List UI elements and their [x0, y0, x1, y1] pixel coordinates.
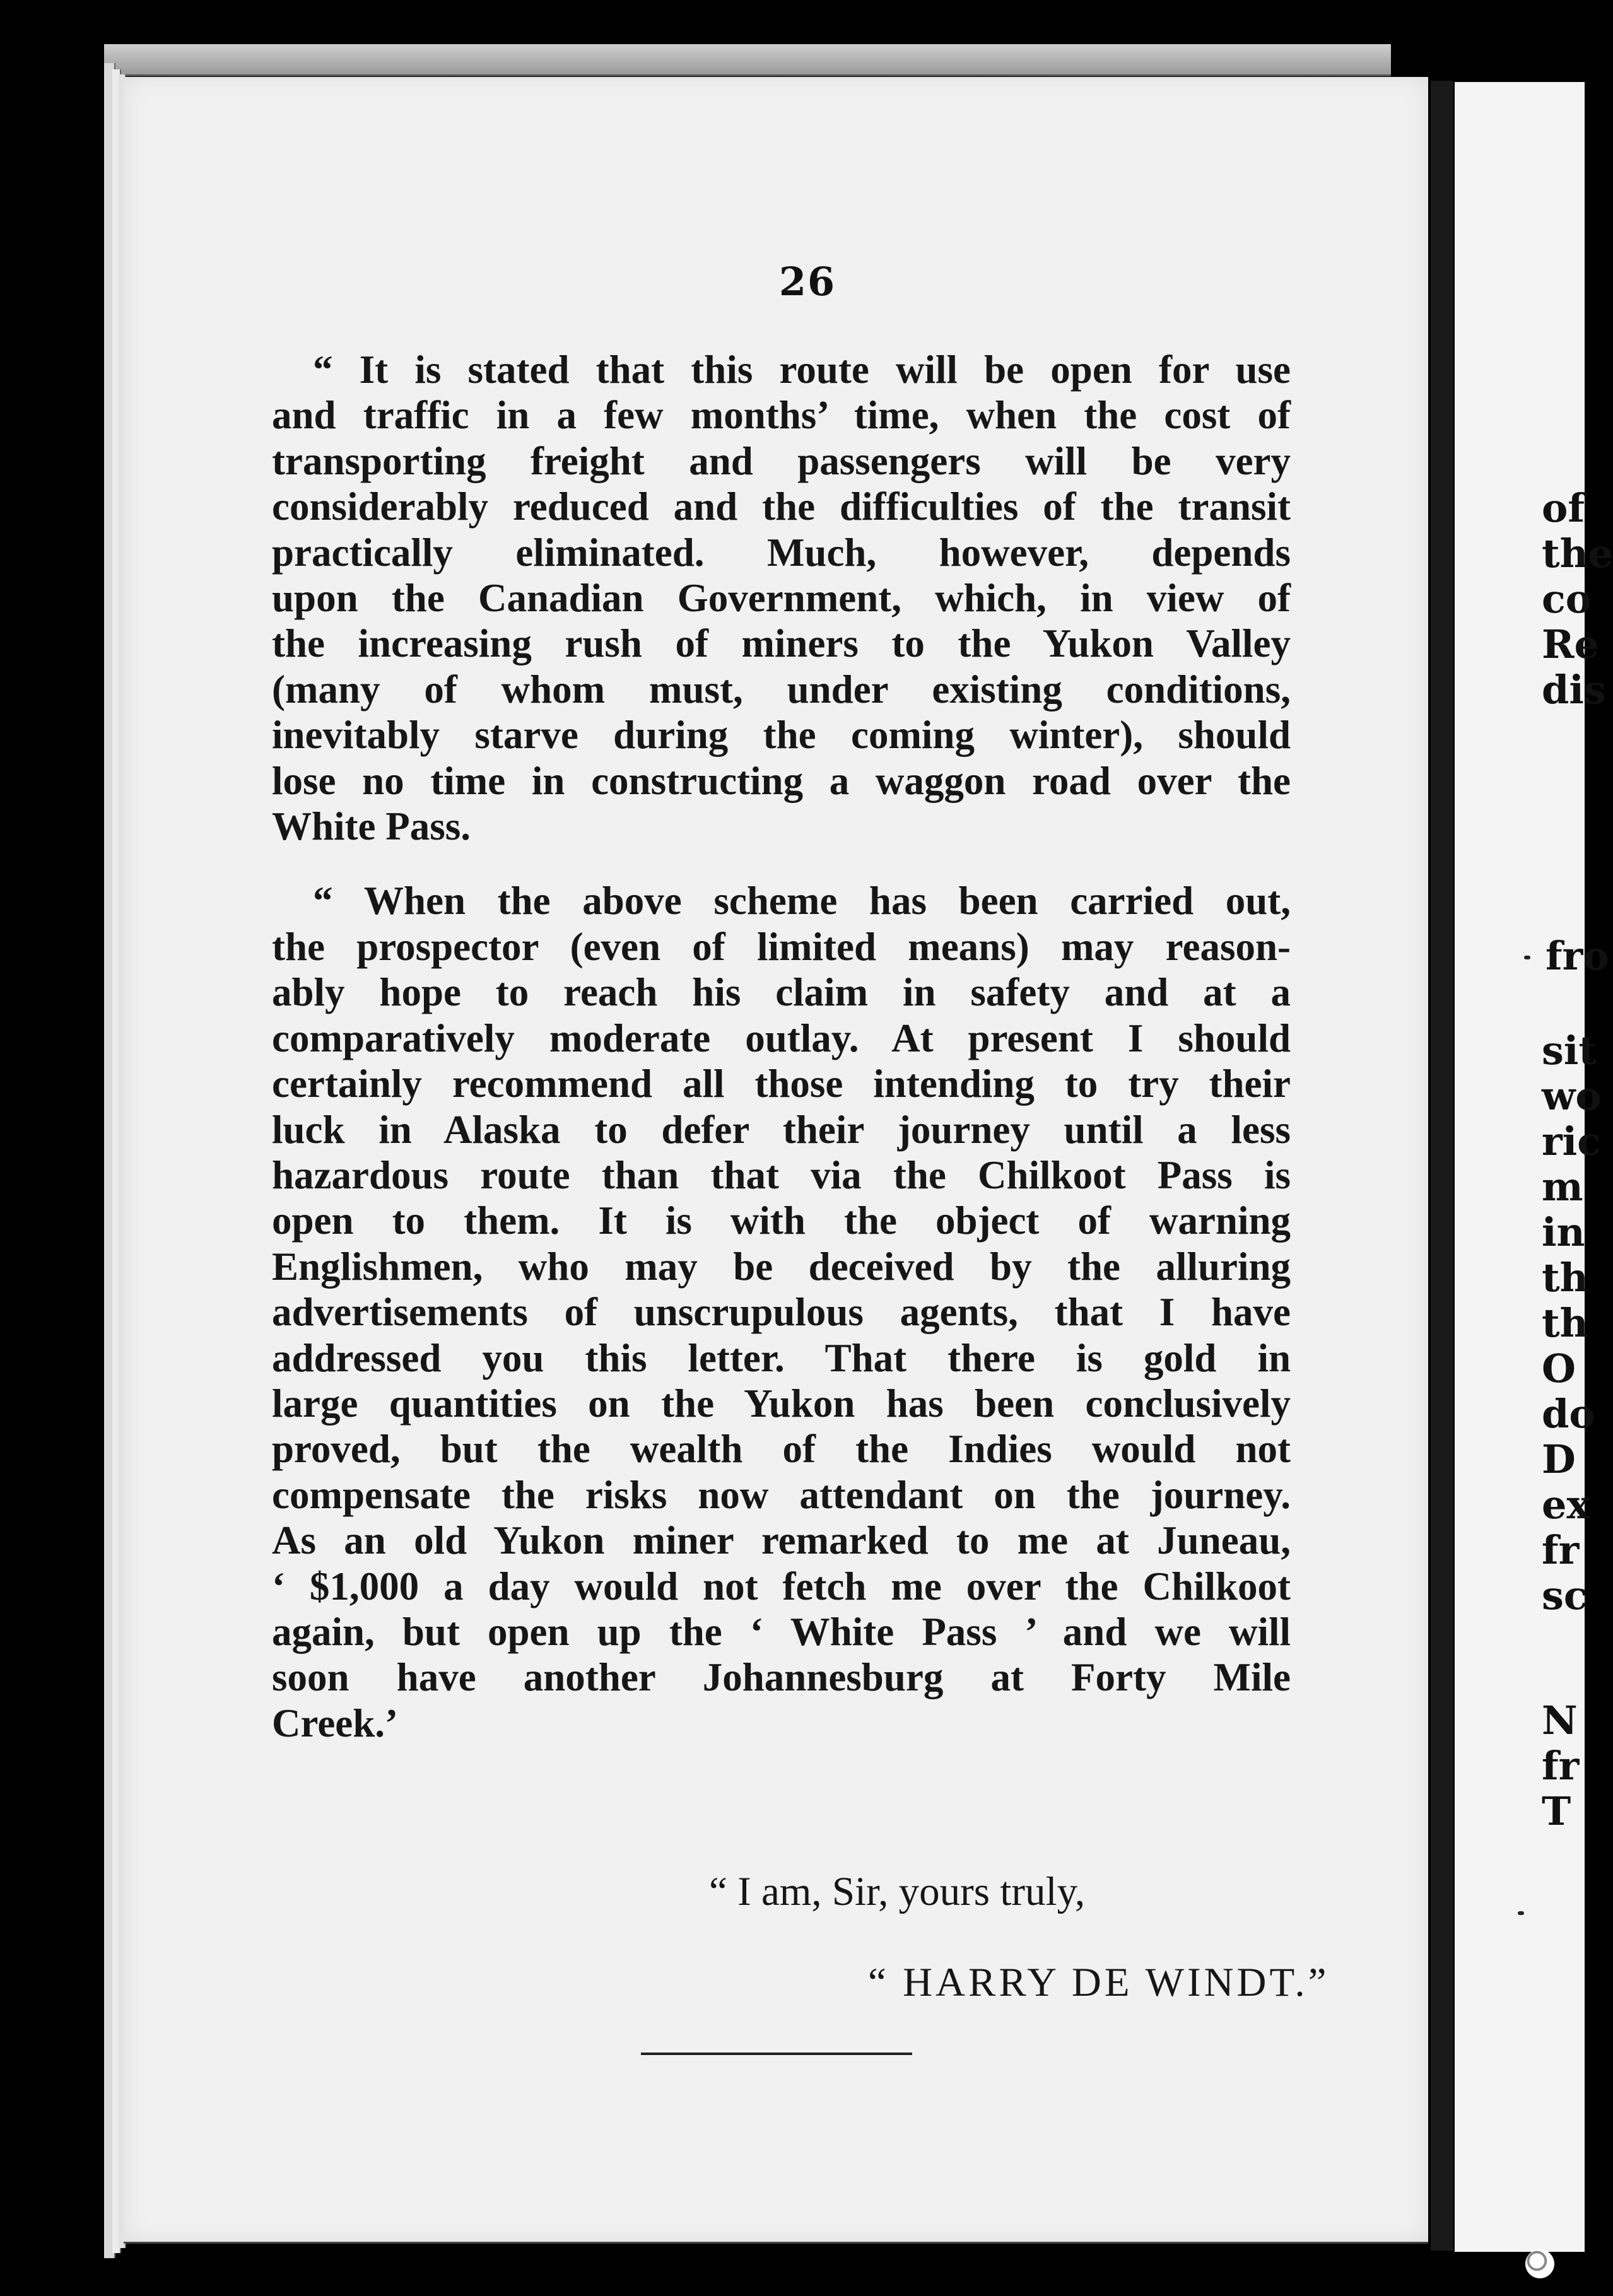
text-line: lose no time in constructing a waggon road over the	[272, 758, 1291, 803]
next-page-fragment: N	[1542, 1697, 1578, 1743]
next-page-fragment: D	[1542, 1436, 1576, 1482]
next-page-fragment: th	[1542, 1255, 1588, 1301]
ink-speck	[1518, 1911, 1524, 1915]
text-line: soon have another Johannesburg at Forty Mile	[272, 1655, 1291, 1700]
text-line: proved, but the wealth of the Indies would not	[272, 1427, 1291, 1472]
next-page-fragment: of	[1542, 485, 1585, 531]
text-line: upon the Canadian Government, which, in view of	[272, 576, 1291, 621]
text-line: transporting freight and passengers will be very	[272, 438, 1291, 483]
paragraph-1	[272, 347, 1291, 849]
next-page-fragment: O	[1542, 1345, 1576, 1391]
next-page-fragment: sc	[1542, 1573, 1588, 1619]
next-page-fragment: T	[1542, 1788, 1571, 1834]
text-line: Creek.’	[272, 1701, 399, 1745]
text-line: considerably reduced and the difficulties of the transit	[272, 484, 1291, 529]
text-line: large quantities on the Yukon has been conclusively	[272, 1381, 1291, 1426]
next-page-fragment: in	[1542, 1209, 1585, 1255]
next-page-fragment: m	[1542, 1164, 1583, 1210]
text-line: certainly recommend all those intending to try their	[272, 1062, 1291, 1106]
next-page-fragment: do	[1542, 1391, 1595, 1437]
book-page	[124, 77, 1428, 2244]
next-page-fragment: fr	[1542, 1743, 1580, 1789]
text-line: addressed you this letter. That there is gold in	[272, 1335, 1291, 1380]
text-line: open to them. It is with the object of warning	[272, 1198, 1291, 1243]
text-line: Englishmen, who may be deceived by the alluring	[272, 1244, 1291, 1289]
next-page-fragment: co	[1542, 576, 1592, 622]
page-number: 26	[778, 259, 836, 305]
next-page-fragment: ric	[1542, 1118, 1601, 1164]
book-gutter	[1431, 81, 1453, 2251]
text-line: As an old Yukon miner remarked to me at Juneau,	[272, 1518, 1291, 1563]
text-line: the increasing rush of miners to the Yukon Valley	[272, 621, 1291, 666]
text-line: the prospector (even of limited means) may reason-	[272, 924, 1291, 969]
next-page-fragment: sit	[1542, 1028, 1597, 1074]
next-page-fragment: ex	[1542, 1482, 1590, 1528]
next-page-fragment: Re	[1542, 621, 1599, 667]
letter-body	[272, 347, 1291, 1746]
next-page-fragment: fro	[1546, 933, 1609, 979]
next-page-fragment: the	[1542, 530, 1613, 577]
text-line: ‘ $1,000 a day would not fetch me over the Chilkoot	[272, 1564, 1291, 1608]
paragraph-gap	[272, 849, 1291, 878]
text-line: advertisements of unscrupulous agents, that I have	[272, 1290, 1291, 1335]
ink-speck	[1524, 956, 1530, 959]
paragraph-2	[272, 878, 1291, 1746]
scanner-mark-icon	[1525, 2249, 1554, 2278]
text-line: and traffic in a few months’ time, when the cost of	[272, 393, 1291, 438]
text-line: White Pass.	[272, 804, 471, 849]
text-line: ably hope to reach his claim in safety and at a	[272, 970, 1291, 1015]
letter-closing: “ I am, Sir, yours truly,	[709, 1869, 1086, 1914]
next-page-edge	[1455, 82, 1613, 2252]
text-line: “ It is stated that this route will be open for use	[313, 348, 1291, 392]
text-line: inevitably starve during the coming winter), should	[272, 713, 1291, 758]
text-line: compensate the risks now attendant on the journey.	[272, 1472, 1291, 1517]
text-line: comparatively moderate outlay. At present I should	[272, 1016, 1291, 1060]
letter-signature: “ HARRY DE WINDT.”	[868, 1960, 1330, 2005]
text-line: practically eliminated. Much, however, depends	[272, 530, 1291, 575]
next-page-fragment: wo	[1542, 1073, 1602, 1119]
next-page-fragment: fr	[1542, 1527, 1580, 1573]
text-line: hazardous route than that via the Chilkoot Pass is	[272, 1152, 1291, 1197]
next-page-fragment: dis	[1542, 667, 1606, 713]
binding-strip	[104, 44, 1391, 76]
next-page-fragment: th	[1542, 1300, 1588, 1346]
text-line: (many of whom must, under existing conditions,	[272, 667, 1291, 712]
text-line: “ When the above scheme has been carried out,	[313, 879, 1291, 923]
text-line: again, but open up the ‘ White Pass ’ and we will	[272, 1609, 1291, 1654]
section-divider	[641, 2053, 912, 2055]
text-line: luck in Alaska to defer their journey until a less	[272, 1107, 1291, 1152]
